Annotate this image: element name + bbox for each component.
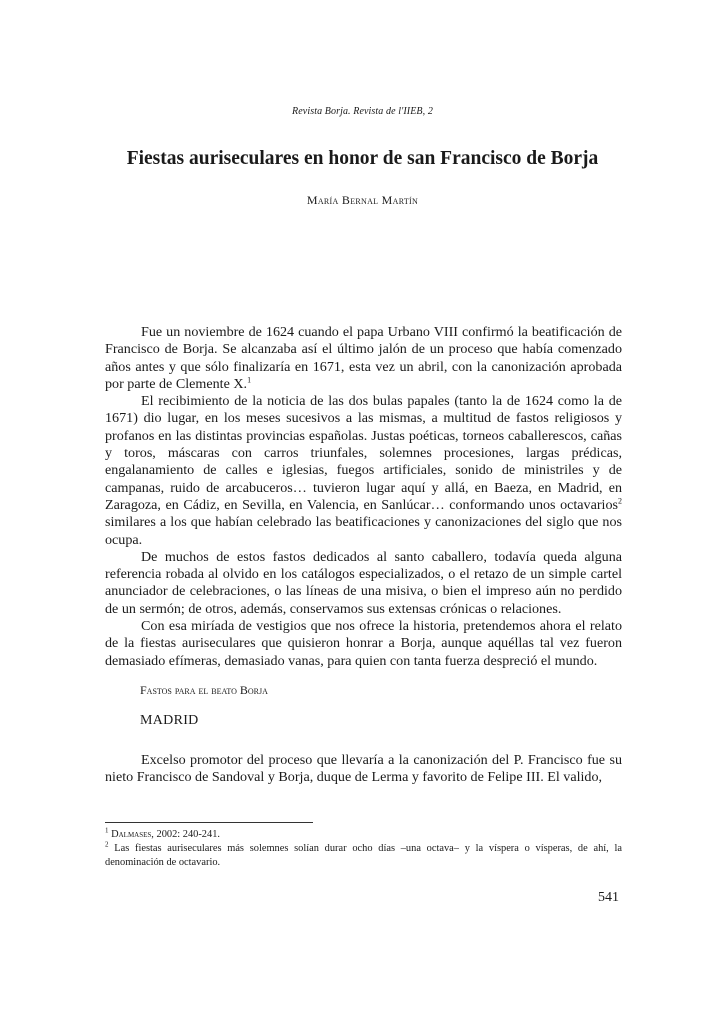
footnotes [105,828,622,870]
paragraph-2 [105,393,622,549]
paragraph-5: Excelso promotor del proceso que llevaría a la canonización del P. Francisco fue su nieto Francisco de Sandoval y Borja, duque de Lerma y favorito de Felipe III. El valido, [105,752,622,786]
footnote-1 [105,828,622,842]
section-body [105,752,622,787]
page-number: 541 [598,890,619,905]
paragraph-1 [105,324,622,393]
article-title: Fiestas auriseculares en honor de san Francisco de Borja [126,148,599,169]
subsection-heading: MADRID [140,713,199,728]
footnote-ref-2: 2 [618,496,622,506]
footnote-2-text: Las fiestas auriseculares más solemnes solían durar ocho días –una octava– y la víspera o vísperas, de ahí, la denominación de octavario. [105,843,622,868]
paragraph-3: De muchos de estos fastos dedicados al santo caballero, todavía queda alguna referencia robada al olvido en los catálogos especializados, o el retazo de un simple cartel anunciador de celebraciones, o las líneas de una misiva, o bien el impreso aún no perdido de un sermón; de otros, además, conservamos sus extensas crónicas o relaciones. [105,548,622,617]
paragraph-4: Con esa miríada de vestigios que nos ofrece la historia, pretendemos ahora el relato de la fiestas auriseculares que quisieron honrar a Borja, aunque aquéllas tal vez fueron demasiado efímeras, demasiado vanas, para quien con tanta fuerza despreció el mundo. [105,618,622,669]
footnote-2 [105,842,622,870]
body-text [105,324,622,670]
paragraph-1-text: Fue un noviembre de 1624 cuando el papa Urbano VIII confirmó la beatificación de Francisco de Borja. Se alcanzaba así el último jalón de un proceso que había comenzado años antes y que sólo finalizaría en 1671, esta vez un abril, con la canonización aprobada por parte de Clemente X. [105,324,622,392]
running-head: Revista Borja. Revista de l'IIEB, 2 [292,106,433,117]
footnote-ref-1: 1 [247,375,252,385]
footnote-1-text: , 2002: 240-241. [151,829,220,840]
paragraph-2-text-before: El recibimiento de la noticia de las dos bulas papales (tanto la de 1624 como la de 1671) dio lugar, en los meses sucesivos a las mismas, a multitud de fastos religiosos y profanos en las distintas provincias españolas. Justas poéticas, torneos caballerescos, cañas y toros, máscaras con carros triunfales, solemnes procesiones, largas prédicas, engalanamiento de calles e iglesias, fuegos artificiales, sonido de ministriles y de campanas, ruido de arcabuceros… tuvieron lugar aquí y allá, en Baeza, en Madrid, en Zaragoza, en Cádiz, en Sevilla, en Valencia, en Sanlúcar… conformando unos octavarios [105,393,622,513]
footnote-1-mark: 1 [105,826,109,835]
article-author: María Bernal Martín [306,193,419,207]
section-heading: Fastos para el beato Borja [140,683,268,697]
footnote-2-mark: 2 [105,840,109,849]
paragraph-2-text-after: similares a los que habían celebrado las beatificaciones y canonizaciones del siglo que nos ocupa. [105,514,622,548]
footnote-1-author: Dalmases [111,829,152,840]
footnote-rule [105,822,313,823]
